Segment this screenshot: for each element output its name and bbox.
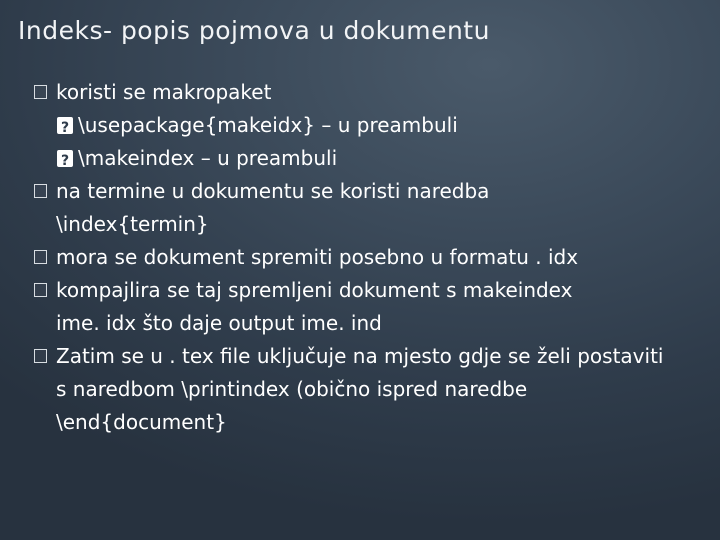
bullet-item: [34, 340, 674, 439]
bullet-text: na termine u dokumentu se koristi naredba \index{termin}: [56, 179, 490, 236]
missing-glyph-bullet-icon: [57, 150, 73, 167]
bullet-item: [34, 76, 674, 109]
missing-glyph-bullet-icon: [57, 117, 73, 134]
square-bullet-icon: [34, 283, 47, 297]
bullet-text: Zatim se u . tex file uključuje na mjesto gdje se želi postaviti s naredbom \printindex (obično ispred naredbe \end{document}: [56, 344, 664, 434]
bullet-text: koristi se makropaket: [56, 80, 272, 104]
sub-bullet-text: \usepackage{makeidx} – u preambuli: [78, 113, 458, 137]
bullet-item: [34, 241, 674, 274]
sub-bullet-item: [34, 109, 674, 142]
sub-bullet-text: \makeindex – u preambuli: [78, 146, 338, 170]
slide-title: Indeks- popis pojmova u dokumentu: [18, 16, 490, 45]
square-bullet-icon: [34, 184, 47, 198]
bullet-list: [34, 76, 674, 439]
sub-bullet-item: [34, 142, 674, 175]
bullet-text: mora se dokument spremiti posebno u formatu . idx: [56, 245, 579, 269]
bullet-text: kompajlira se taj spremljeni dokument s makeindex ime. idx što daje output ime. ind: [56, 278, 573, 335]
bullet-item: [34, 274, 674, 340]
square-bullet-icon: [34, 250, 47, 264]
bullet-item: [34, 175, 674, 241]
square-bullet-icon: [34, 85, 47, 99]
square-bullet-icon: [34, 349, 47, 363]
